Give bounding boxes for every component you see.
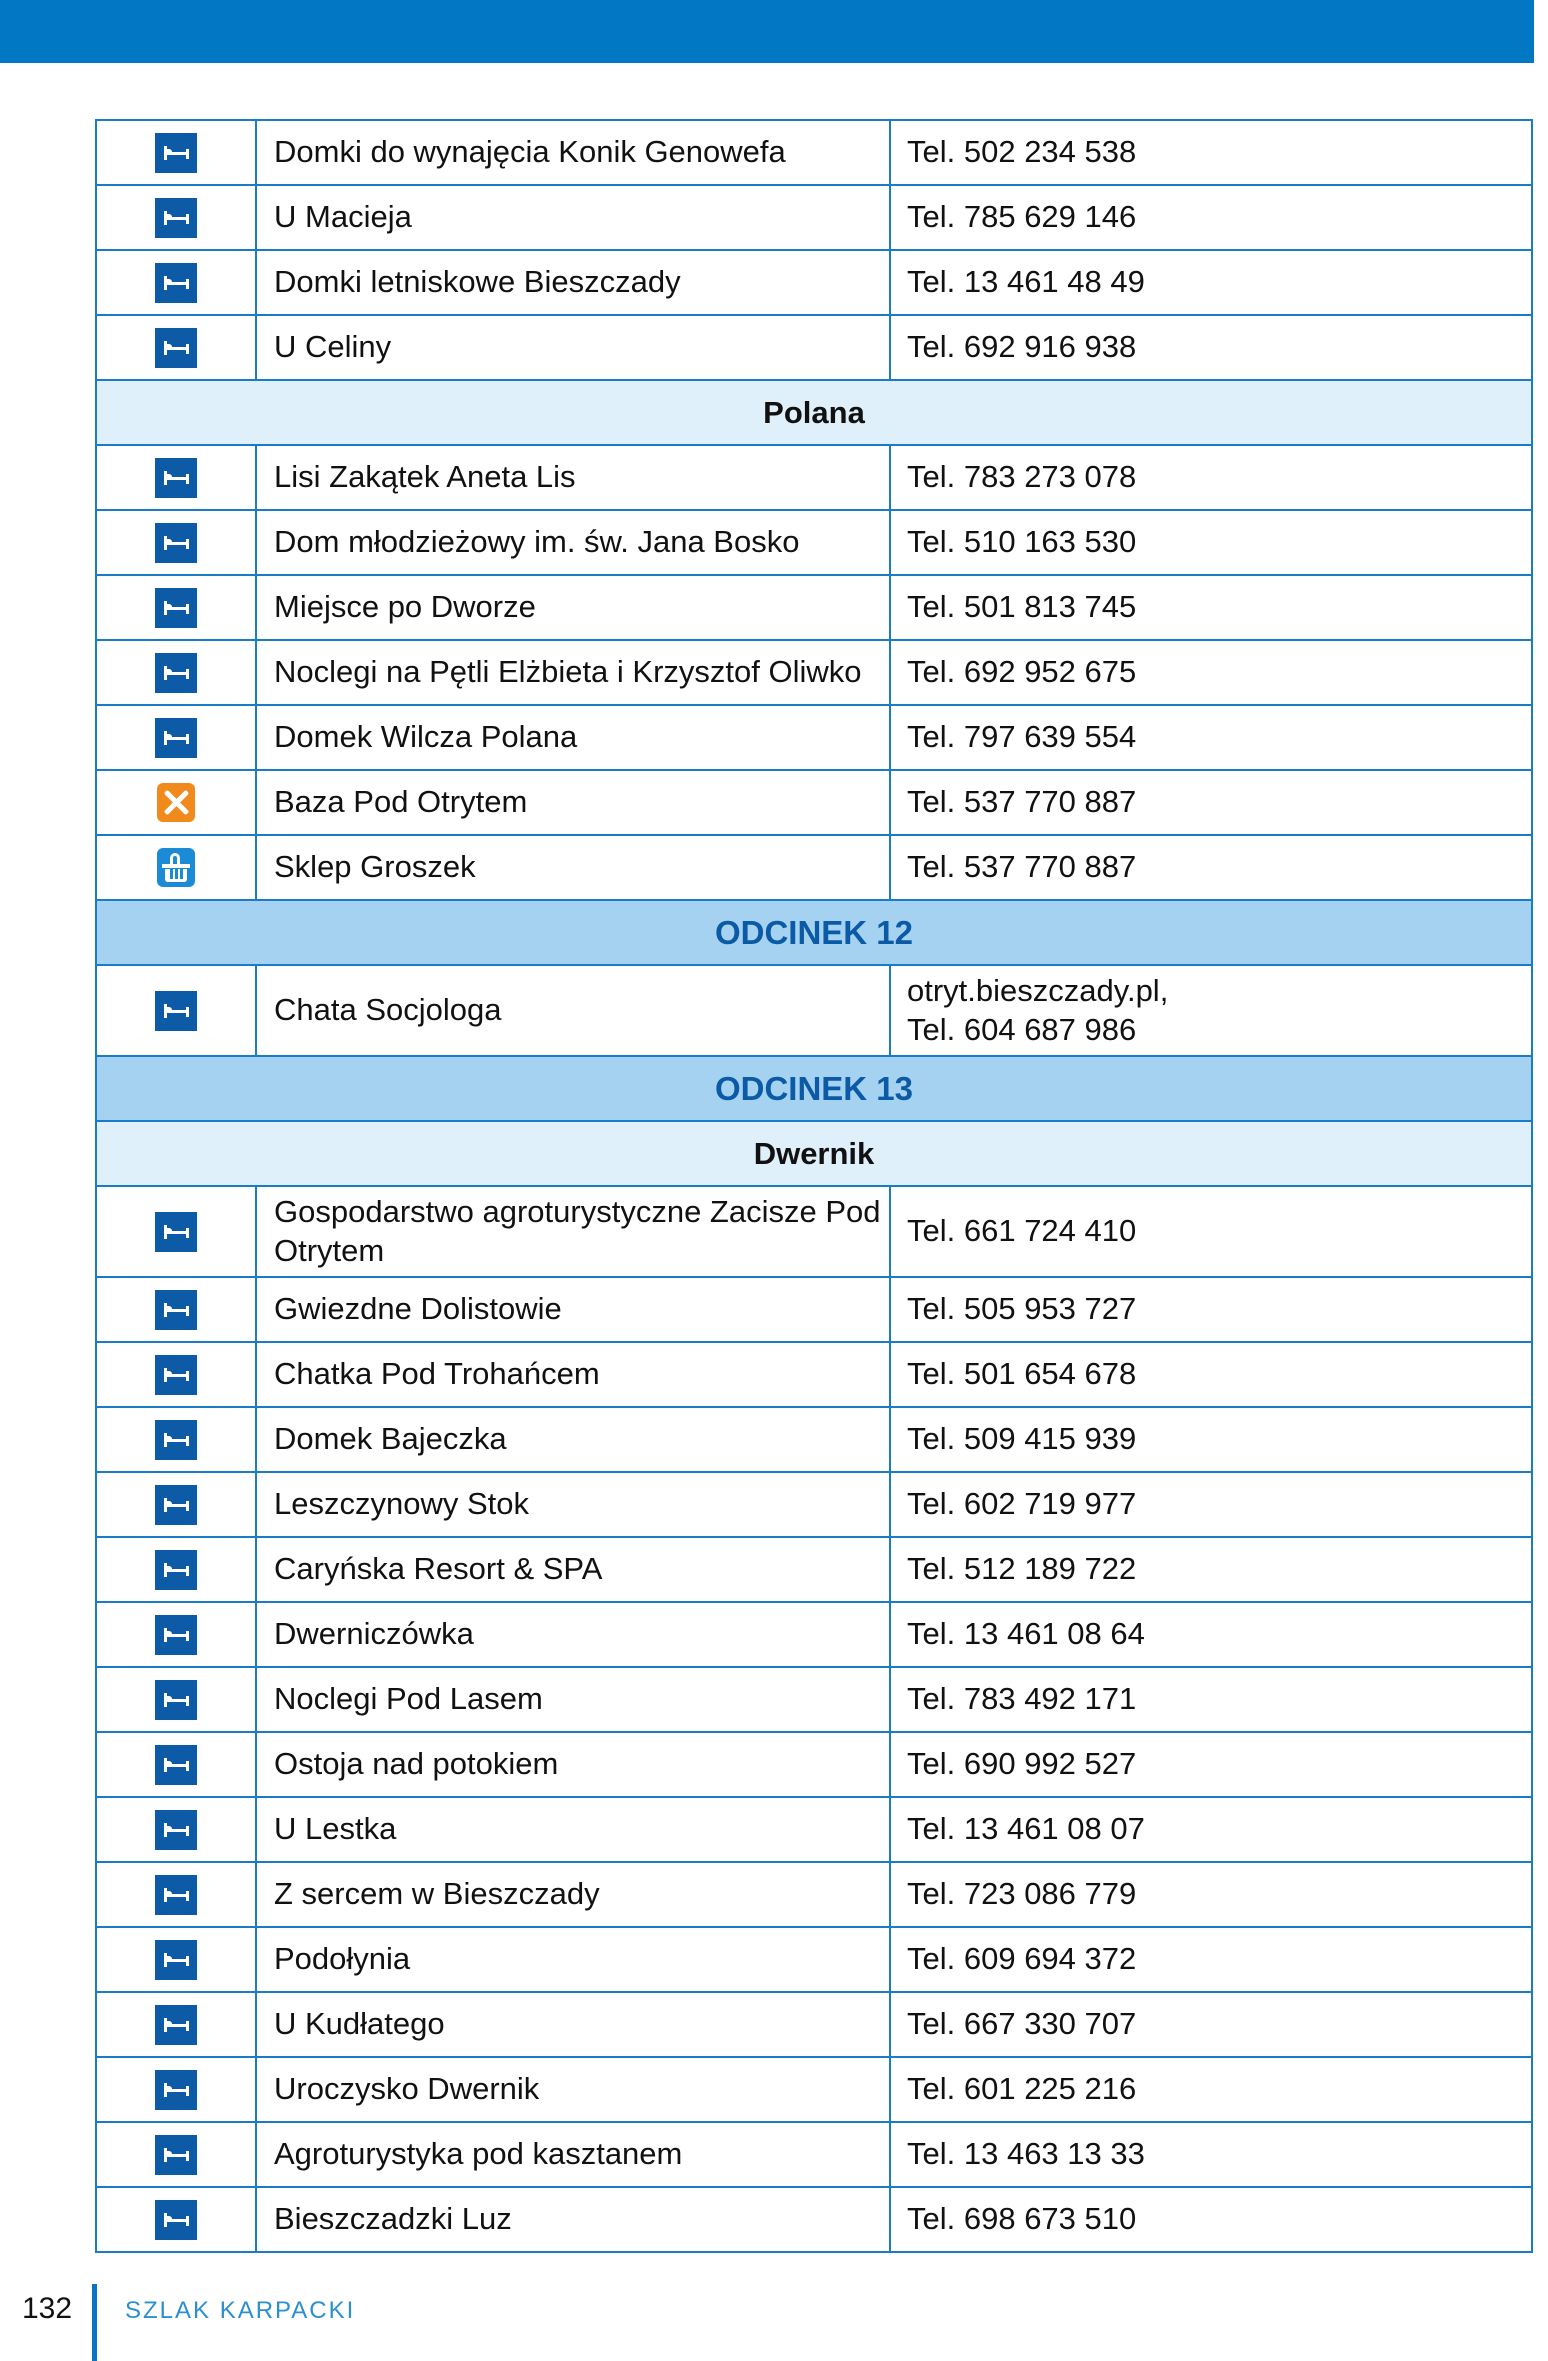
place-name: U Macieja bbox=[257, 186, 891, 249]
place-name: Chata Socjologa bbox=[257, 966, 891, 1055]
contact-text: Tel. 667 330 707 bbox=[907, 2006, 1137, 2042]
table-row bbox=[97, 1731, 1531, 1796]
table-row bbox=[97, 249, 1531, 314]
page-number: 132 bbox=[22, 2292, 73, 2325]
icon-cell bbox=[97, 1473, 257, 1536]
icon-cell bbox=[97, 1668, 257, 1731]
contact-cell bbox=[891, 446, 1531, 509]
place-name: Uroczysko Dwernik bbox=[257, 2058, 891, 2121]
table-row bbox=[97, 1991, 1531, 2056]
table-row bbox=[97, 1536, 1531, 1601]
place-name: Domek Bajeczka bbox=[257, 1408, 891, 1471]
contact-cell bbox=[891, 836, 1531, 899]
contact-text: Tel. 13 463 13 33 bbox=[907, 2136, 1145, 2172]
table-row bbox=[97, 2121, 1531, 2186]
contact-cell bbox=[891, 1928, 1531, 1991]
bed-icon bbox=[155, 2135, 197, 2175]
contact-text: Tel. 512 189 722 bbox=[907, 1551, 1137, 1587]
table-row bbox=[97, 121, 1531, 184]
contact-cell bbox=[891, 1668, 1531, 1731]
icon-cell bbox=[97, 966, 257, 1055]
bed-icon bbox=[155, 198, 197, 238]
section-header bbox=[97, 899, 1531, 964]
contact-cell bbox=[891, 1863, 1531, 1926]
contact-text: Tel. 501 654 678 bbox=[907, 1356, 1137, 1392]
place-name: U Lestka bbox=[257, 1798, 891, 1861]
contact-cell bbox=[891, 966, 1531, 1055]
contact-text: Tel. 510 163 530 bbox=[907, 524, 1137, 560]
table-row bbox=[97, 769, 1531, 834]
contact-text: Tel. 502 234 538 bbox=[907, 134, 1137, 170]
bed-icon bbox=[155, 1810, 197, 1850]
bed-icon bbox=[155, 1355, 197, 1395]
table-row bbox=[97, 1926, 1531, 1991]
icon-cell bbox=[97, 1343, 257, 1406]
contact-cell bbox=[891, 1993, 1531, 2056]
place-name: Noclegi Pod Lasem bbox=[257, 1668, 891, 1731]
table-row bbox=[97, 1185, 1531, 1276]
icon-cell bbox=[97, 2188, 257, 2251]
bed-icon bbox=[155, 653, 197, 693]
place-name: Agroturystyka pod kasztanem bbox=[257, 2123, 891, 2186]
place-name: Gospodarstwo agroturystyczne Zacisze Pod Otrytem bbox=[257, 1187, 891, 1276]
bed-icon bbox=[155, 1745, 197, 1785]
table-row bbox=[97, 314, 1531, 379]
place-name: Z sercem w Bieszczady bbox=[257, 1863, 891, 1926]
shop-icon bbox=[157, 848, 195, 887]
bed-icon bbox=[155, 458, 197, 498]
section-label: Dwernik bbox=[753, 1135, 875, 1171]
bed-icon bbox=[155, 718, 197, 758]
icon-cell bbox=[97, 576, 257, 639]
contact-text: Tel. 13 461 08 07 bbox=[907, 1811, 1145, 1847]
place-name: Noclegi na Pętli Elżbieta i Krzysztof Oliwko bbox=[257, 641, 891, 704]
icon-cell bbox=[97, 1863, 257, 1926]
place-name: Ostoja nad potokiem bbox=[257, 1733, 891, 1796]
table-row bbox=[97, 509, 1531, 574]
bed-icon bbox=[155, 2200, 197, 2240]
bed-icon bbox=[155, 1680, 197, 1720]
place-name: U Kudłatego bbox=[257, 1993, 891, 2056]
place-name: Gwiezdne Dolistowie bbox=[257, 1278, 891, 1341]
contact-text: Tel. 601 225 216 bbox=[907, 2071, 1137, 2107]
accommodation-table bbox=[95, 119, 1533, 2253]
section-label: ODCINEK 13 bbox=[714, 1069, 914, 1107]
place-name: U Celiny bbox=[257, 316, 891, 379]
location-header bbox=[97, 1120, 1531, 1185]
table-row bbox=[97, 964, 1531, 1055]
table-row bbox=[97, 1796, 1531, 1861]
bed-icon bbox=[155, 1290, 197, 1330]
contact-text: Tel. 602 719 977 bbox=[907, 1486, 1137, 1522]
bed-icon bbox=[155, 1550, 197, 1590]
icon-cell bbox=[97, 251, 257, 314]
bed-icon bbox=[155, 523, 197, 563]
contact-cell bbox=[891, 1538, 1531, 1601]
place-name: Bieszczadzki Luz bbox=[257, 2188, 891, 2251]
table-row bbox=[97, 574, 1531, 639]
icon-cell bbox=[97, 1733, 257, 1796]
contact-text: Tel. 537 770 887 bbox=[907, 849, 1137, 885]
contact-text: Tel. 661 724 410 bbox=[907, 1213, 1137, 1249]
bed-icon bbox=[155, 991, 197, 1031]
table-row bbox=[97, 639, 1531, 704]
contact-cell bbox=[891, 2123, 1531, 2186]
table-row bbox=[97, 1471, 1531, 1536]
bed-icon bbox=[155, 133, 197, 173]
place-name: Podołynia bbox=[257, 1928, 891, 1991]
food-icon bbox=[157, 783, 195, 822]
section-header bbox=[97, 1055, 1531, 1120]
icon-cell bbox=[97, 1993, 257, 2056]
contact-cell bbox=[891, 316, 1531, 379]
contact-cell bbox=[891, 1343, 1531, 1406]
icon-cell bbox=[97, 2058, 257, 2121]
icon-cell bbox=[97, 446, 257, 509]
icon-cell bbox=[97, 1798, 257, 1861]
contact-cell bbox=[891, 121, 1531, 184]
contact-cell bbox=[891, 576, 1531, 639]
place-name: Dom młodzieżowy im. św. Jana Bosko bbox=[257, 511, 891, 574]
footer-divider bbox=[92, 2284, 97, 2361]
icon-cell bbox=[97, 316, 257, 379]
table-row bbox=[97, 1861, 1531, 1926]
icon-cell bbox=[97, 1928, 257, 1991]
contact-text: Tel. 13 461 08 64 bbox=[907, 1616, 1145, 1652]
contact-text: Tel. 698 673 510 bbox=[907, 2201, 1137, 2237]
table-row bbox=[97, 834, 1531, 899]
contact-cell bbox=[891, 1187, 1531, 1276]
bed-icon bbox=[155, 1420, 197, 1460]
contact-cell bbox=[891, 1798, 1531, 1861]
icon-cell bbox=[97, 836, 257, 899]
icon-cell bbox=[97, 121, 257, 184]
bed-icon bbox=[155, 1615, 197, 1655]
place-name: Domek Wilcza Polana bbox=[257, 706, 891, 769]
table-row bbox=[97, 1666, 1531, 1731]
contact-text: Tel. 692 952 675 bbox=[907, 654, 1137, 690]
table-row bbox=[97, 444, 1531, 509]
place-name: Domki do wynajęcia Konik Genowefa bbox=[257, 121, 891, 184]
contact-cell bbox=[891, 511, 1531, 574]
icon-cell bbox=[97, 1187, 257, 1276]
contact-cell bbox=[891, 641, 1531, 704]
contact-cell bbox=[891, 1408, 1531, 1471]
location-header bbox=[97, 379, 1531, 444]
place-name: Miejsce po Dworze bbox=[257, 576, 891, 639]
table-row bbox=[97, 704, 1531, 769]
contact-text: Tel. 723 086 779 bbox=[907, 1876, 1137, 1912]
table-row bbox=[97, 2056, 1531, 2121]
contact-cell bbox=[891, 2058, 1531, 2121]
place-name: Sklep Groszek bbox=[257, 836, 891, 899]
contact-cell bbox=[891, 1603, 1531, 1666]
place-name: Lisi Zakątek Aneta Lis bbox=[257, 446, 891, 509]
place-name: Baza Pod Otrytem bbox=[257, 771, 891, 834]
table-row bbox=[97, 184, 1531, 249]
contact-text: Tel. 692 916 938 bbox=[907, 329, 1137, 365]
icon-cell bbox=[97, 1538, 257, 1601]
table-row bbox=[97, 1341, 1531, 1406]
contact-cell bbox=[891, 2188, 1531, 2251]
icon-cell bbox=[97, 186, 257, 249]
table-row bbox=[97, 1601, 1531, 1666]
icon-cell bbox=[97, 1278, 257, 1341]
contact-text: Tel. 785 629 146 bbox=[907, 199, 1137, 235]
contact-text: Tel. 509 415 939 bbox=[907, 1421, 1137, 1457]
icon-cell bbox=[97, 706, 257, 769]
bed-icon bbox=[155, 1875, 197, 1915]
contact-cell bbox=[891, 771, 1531, 834]
place-name: Dwerniczówka bbox=[257, 1603, 891, 1666]
icon-cell bbox=[97, 511, 257, 574]
contact-text: otryt.bieszczady.pl, bbox=[907, 972, 1169, 1008]
contact-text: Tel. 501 813 745 bbox=[907, 589, 1137, 625]
bed-icon bbox=[155, 1485, 197, 1525]
contact-cell bbox=[891, 1278, 1531, 1341]
contact-text: Tel. 690 992 527 bbox=[907, 1746, 1137, 1782]
contact-cell bbox=[891, 251, 1531, 314]
icon-cell bbox=[97, 641, 257, 704]
bed-icon bbox=[155, 2005, 197, 2045]
contact-text: Tel. 537 770 887 bbox=[907, 784, 1137, 820]
icon-cell bbox=[97, 1603, 257, 1666]
section-label: Polana bbox=[763, 394, 865, 430]
contact-text: Tel. 505 953 727 bbox=[907, 1291, 1137, 1327]
bed-icon bbox=[155, 328, 197, 368]
contact-text: Tel. 609 694 372 bbox=[907, 1941, 1137, 1977]
header-bar bbox=[0, 0, 1534, 63]
contact-text: Tel. 797 639 554 bbox=[907, 719, 1137, 755]
contact-text: Tel. 783 492 171 bbox=[907, 1681, 1137, 1717]
bed-icon bbox=[155, 263, 197, 303]
bed-icon bbox=[155, 588, 197, 628]
contact-cell bbox=[891, 1473, 1531, 1536]
bed-icon bbox=[155, 2070, 197, 2110]
footer-title: SZLAK KARPACKI bbox=[125, 2297, 356, 2324]
place-name: Chatka Pod Trohańcem bbox=[257, 1343, 891, 1406]
section-label: ODCINEK 12 bbox=[714, 913, 914, 951]
table-row bbox=[97, 1406, 1531, 1471]
contact-text: Tel. 783 273 078 bbox=[907, 459, 1137, 495]
table-row bbox=[97, 1276, 1531, 1341]
bed-icon bbox=[155, 1212, 197, 1252]
contact-cell bbox=[891, 1733, 1531, 1796]
contact-text: Tel. 13 461 48 49 bbox=[907, 264, 1145, 300]
contact-text: Tel. 604 687 986 bbox=[907, 1011, 1137, 1047]
place-name: Caryńska Resort & SPA bbox=[257, 1538, 891, 1601]
table-row bbox=[97, 2186, 1531, 2251]
bed-icon bbox=[155, 1940, 197, 1980]
contact-cell bbox=[891, 706, 1531, 769]
contact-cell bbox=[891, 186, 1531, 249]
place-name: Domki letniskowe Bieszczady bbox=[257, 251, 891, 314]
icon-cell bbox=[97, 1408, 257, 1471]
place-name: Leszczynowy Stok bbox=[257, 1473, 891, 1536]
icon-cell bbox=[97, 2123, 257, 2186]
icon-cell bbox=[97, 771, 257, 834]
